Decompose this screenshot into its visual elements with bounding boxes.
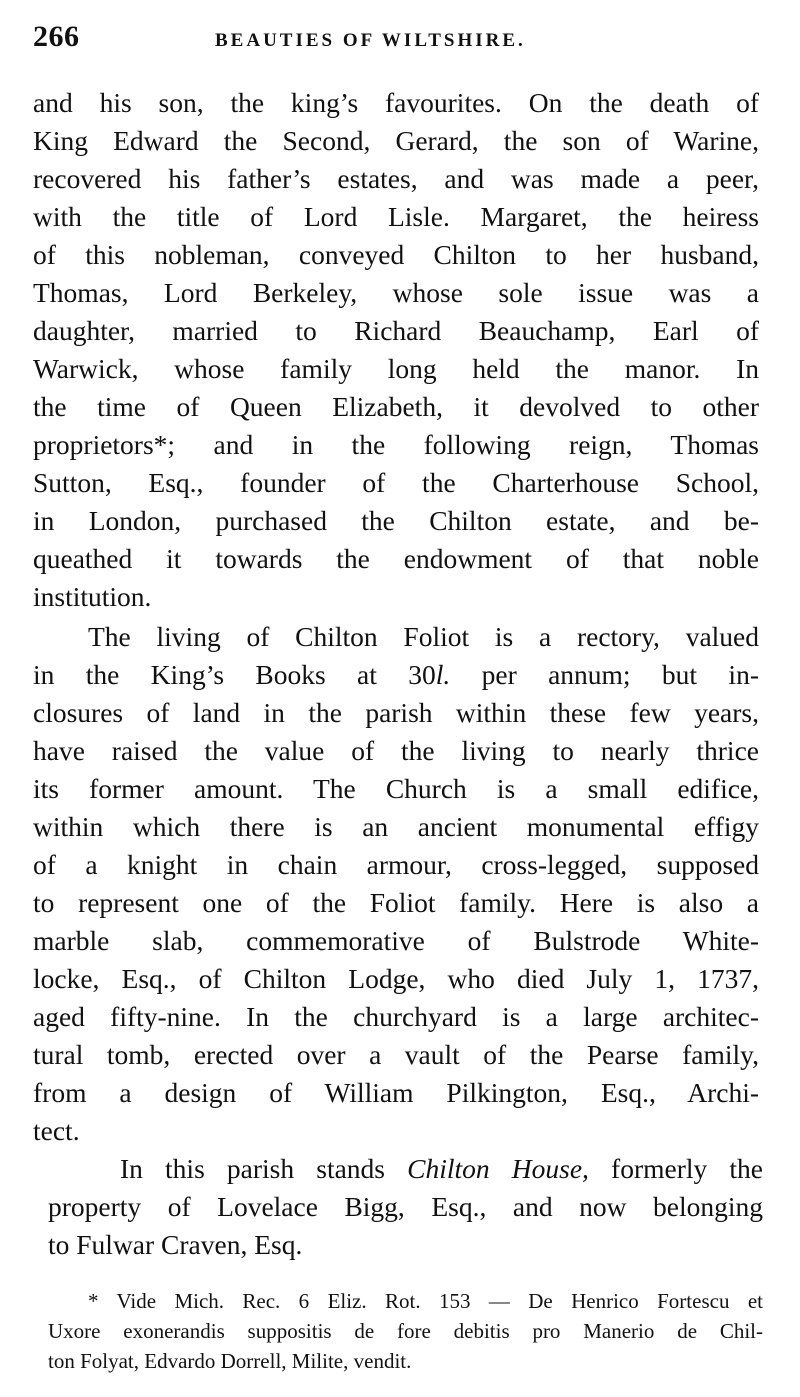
text-line: within which there is an ancient monumental effigy <box>33 811 759 842</box>
text-run: in the King’s Books at 30 <box>33 659 436 690</box>
text-line: recovered his father’s estates, and was made a peer, <box>33 163 759 194</box>
text-line: property of Lovelace Bigg, Esq., and now belonging <box>48 1191 763 1222</box>
currency-abbrev: l. <box>435 659 451 690</box>
running-title: BEAUTIES OF WILTSHIRE. <box>215 30 526 51</box>
footnote-line: ton Folyat, Edvardo Dorrell, Milite, vendit. <box>48 1349 412 1373</box>
house-name: Chilton House, <box>407 1153 589 1184</box>
text-line <box>120 1150 763 1188</box>
page-header <box>33 20 768 60</box>
text-line: proprietors*; and in the following reign, Thomas <box>33 429 759 460</box>
text-line: institution. <box>33 581 152 612</box>
text-line: from a design of William Pilkington, Esq., Archi- <box>33 1077 759 1108</box>
text-line: aged fifty-nine. In the churchyard is a large architec- <box>33 1001 759 1032</box>
page-number: 266 <box>33 20 80 53</box>
text-line: with the title of Lord Lisle. Margaret, the heiress <box>33 201 759 232</box>
text-line: of a knight in chain armour, cross-legged, supposed <box>33 849 759 880</box>
text-line: The living of Chilton Foliot is a rectory, valued <box>88 621 759 652</box>
footnote-line: Uxore exonerandis suppositis de fore debitis pro Manerio de Chil- <box>48 1319 763 1343</box>
text-line: tect. <box>33 1115 80 1146</box>
text-run: per annum; but in- <box>450 659 759 690</box>
text-line: to Fulwar Craven, Esq. <box>48 1229 303 1260</box>
text-line: and his son, the king’s favourites. On the death of <box>33 87 759 118</box>
footnote-line: * Vide Mich. Rec. 6 Eliz. Rot. 153 — De Henrico Fortescu et <box>88 1289 763 1313</box>
text-line: marble slab, commemorative of Bulstrode White- <box>33 925 759 956</box>
text-line: tural tomb, erected over a vault of the Pearse family, <box>33 1039 759 1070</box>
text-line: Warwick, whose family long held the manor. In <box>33 353 759 384</box>
text-line: daughter, married to Richard Beauchamp, Earl of <box>33 315 759 346</box>
text-line: closures of land in the parish within these few years, <box>33 697 759 728</box>
text-run: In this parish stands <box>120 1153 408 1184</box>
text-line: its former amount. The Church is a small edifice, <box>33 773 759 804</box>
text-line: King Edward the Second, Gerard, the son of Warine, <box>33 125 759 156</box>
text-line: locke, Esq., of Chilton Lodge, who died July 1, 1737, <box>33 963 759 994</box>
text-line: to represent one of the Foliot family. Here is also a <box>33 887 759 918</box>
text-line: queathed it towards the endowment of that noble <box>33 543 759 574</box>
text-line: of this nobleman, conveyed Chilton to her husband, <box>33 239 759 270</box>
text-line: Thomas, Lord Berkeley, whose sole issue was a <box>33 277 759 308</box>
text-line: have raised the value of the living to nearly thrice <box>33 735 759 766</box>
text-run: formerly the <box>588 1153 763 1184</box>
text-line: in London, purchased the Chilton estate, and be- <box>33 505 759 536</box>
text-line <box>33 656 759 694</box>
text-line: Sutton, Esq., founder of the Charterhouse School, <box>33 467 759 498</box>
text-line: the time of Queen Elizabeth, it devolved to other <box>33 391 759 422</box>
